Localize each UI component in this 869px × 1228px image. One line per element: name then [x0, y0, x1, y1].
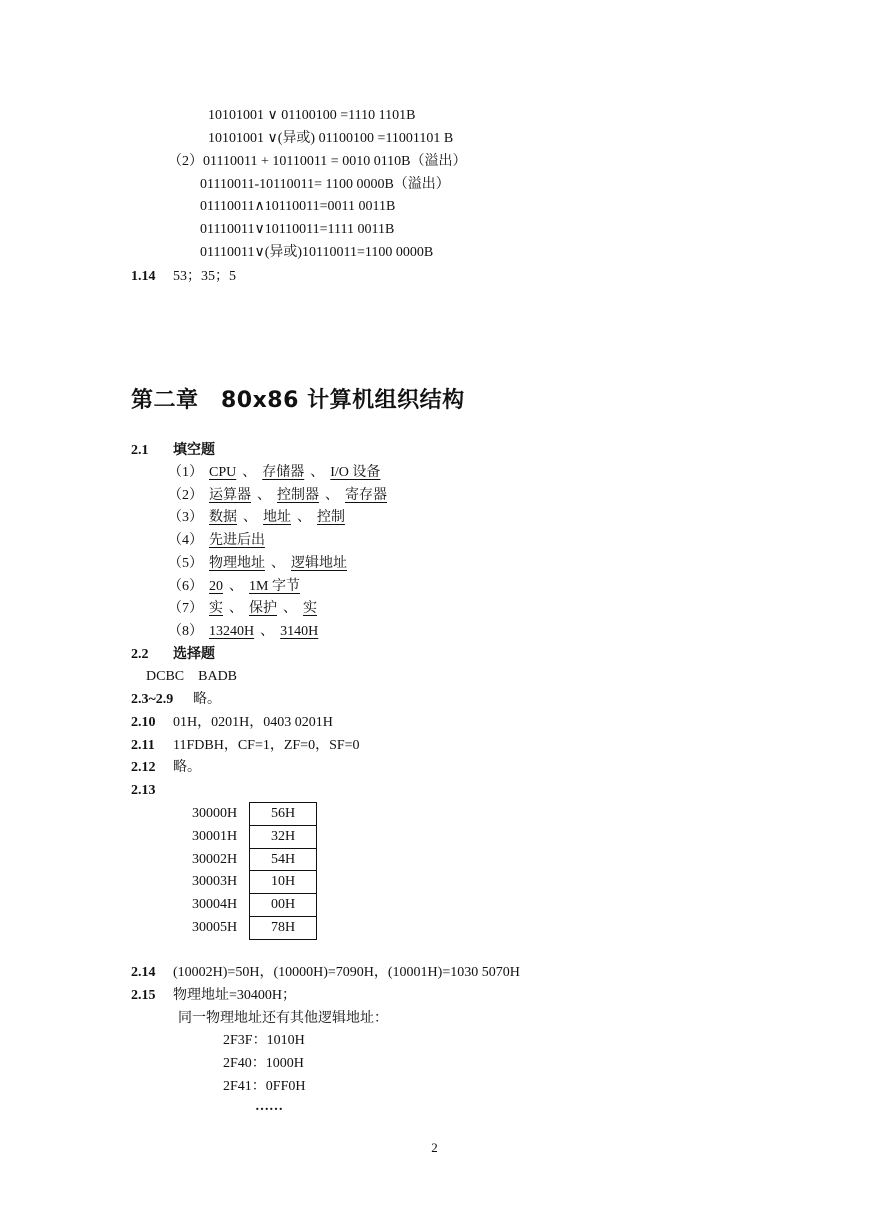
question-2-2-heading [131, 646, 215, 664]
fill-blank-index: （1） [168, 465, 203, 480]
separator: 、 [283, 601, 297, 617]
fill-blank-answer: 3140H [280, 623, 319, 639]
question-title: 填空题 [173, 443, 215, 458]
ellipsis: …… [255, 1099, 283, 1114]
fill-blank-answer: 保护 [249, 601, 277, 617]
calc-line-6: 01110011∨10110011=1111 0011B [200, 222, 395, 237]
memory-value-cell: 56H [250, 803, 316, 826]
fill-blank-answer: 逻辑地址 [291, 555, 347, 571]
fill-blank-answer: 20 [209, 578, 223, 594]
separator: 、 [229, 601, 243, 617]
question-number: 2.1 [131, 443, 149, 458]
answer-text: 略。 [193, 692, 221, 707]
fill-blank-answer: 地址 [263, 510, 291, 526]
separator: 、 [242, 465, 257, 480]
question-2-11 [131, 737, 360, 755]
question-2-1-heading [131, 442, 215, 460]
calc-line-2: 10101001 ∨(异或) 01100100 =11001101 B [208, 131, 454, 146]
fill-blank-answer: 13240H [209, 623, 255, 639]
memory-value-cell: 78H [270, 919, 296, 935]
fill-blank-index: （8） [168, 623, 203, 639]
fill-blank-index: （5） [168, 555, 203, 571]
fill-blank-answer: 控制器 [277, 487, 319, 503]
question-number: 2.15 [131, 988, 156, 1003]
fill-blank-index: （6） [168, 578, 203, 594]
question-2-10 [131, 714, 333, 732]
memory-address: 30001H [192, 828, 238, 844]
fill-blank-item [168, 487, 393, 505]
memory-address: 30005H [192, 920, 238, 935]
answer-text: 01H，0201H，0403 0201H [173, 715, 333, 730]
memory-address: 30004H [192, 897, 238, 913]
calc-line-4: 01110011-10110011= 1100 0000B（溢出） [200, 177, 450, 192]
separator: 、 [271, 555, 285, 571]
answer-text: 略。 [173, 760, 201, 775]
question-1-14 [131, 268, 236, 286]
fill-blank-index: （4） [168, 533, 203, 549]
memory-address: 30003H [192, 874, 238, 890]
question-title: 选择题 [173, 647, 215, 662]
fill-blank-answer: 实 [209, 601, 223, 617]
fill-blank-answer: 存储器 [262, 465, 305, 480]
memory-value-cell: 54H [250, 849, 316, 872]
fill-blank-item [168, 623, 324, 641]
question-number: 2.2 [131, 647, 149, 662]
question-number: 2.3~2.9 [131, 692, 174, 707]
answer-text: 53；35；5 [173, 269, 236, 284]
separator: 、 [243, 510, 257, 526]
question-number: 2.14 [131, 965, 156, 980]
separator: 、 [325, 487, 339, 503]
fill-blank-answer: I/O 设备 [330, 465, 381, 480]
separator: 、 [297, 510, 311, 526]
memory-address: 30002H [192, 851, 238, 867]
answer-text: 物理地址=30400H； [173, 988, 297, 1003]
memory-value-cell: 10H [250, 871, 316, 894]
fill-blank-answer: 运算器 [209, 487, 251, 503]
choice-answers: DCBC BADB [146, 669, 238, 684]
question-2-3-2-9 [131, 691, 221, 709]
answer-text: 11FDBH，CF=1，ZF=0，SF=0 [173, 738, 360, 753]
logical-address-1: 2F3F：1010H [223, 1033, 305, 1048]
question-2-15 [131, 987, 296, 1005]
fill-blank-item [168, 578, 306, 596]
other-logical-addresses-label: 同一物理地址还有其他逻辑地址： [178, 1011, 388, 1026]
fill-blank-item [168, 532, 271, 550]
memory-table [249, 802, 317, 940]
fill-blank-index: （7） [168, 601, 203, 617]
fill-blank-item [168, 464, 386, 482]
logical-address-3: 2F41：0FF0H [223, 1079, 306, 1094]
separator: 、 [257, 487, 271, 503]
calc-line-3: （2）01110011 + 10110011 = 0010 0110B（溢出） [168, 154, 467, 169]
memory-value-cell: 00H [250, 894, 316, 917]
fill-blank-answer: 1M 字节 [249, 578, 300, 594]
fill-blank-answer: CPU [209, 465, 237, 480]
separator: 、 [260, 623, 275, 639]
calc-line-7: 01110011∨(异或)10110011=1100 0000B [200, 245, 434, 260]
fill-blank-answer: 物理地址 [209, 555, 265, 571]
chapter-title: 第二章 80x86 计算机组织结构 [131, 388, 465, 413]
logical-address-2: 2F40：1000H [223, 1056, 304, 1071]
calc-line-5: 01110011∧10110011=0011 0011B [200, 199, 396, 214]
fill-blank-answer: 控制 [317, 510, 345, 526]
fill-blank-answer: 数据 [209, 510, 237, 526]
question-number: 1.14 [131, 269, 156, 284]
question-2-14 [131, 964, 520, 982]
question-2-12 [131, 759, 201, 777]
fill-blank-index: （3） [168, 510, 203, 526]
memory-value-cell: 32H [250, 826, 316, 849]
separator: 、 [229, 578, 243, 594]
fill-blank-item [168, 600, 323, 618]
question-number: 2.10 [131, 715, 156, 730]
fill-blank-index: （2） [168, 487, 203, 503]
page-number: 2 [431, 1140, 438, 1155]
fill-blank-answer: 实 [303, 601, 317, 617]
fill-blank-answer: 先进后出 [209, 533, 265, 549]
question-2-13-number: 2.13 [131, 783, 156, 798]
fill-blank-item [168, 509, 351, 527]
calc-line-1: 10101001 ∨ 01100100 =1110 1101B [208, 108, 416, 123]
separator: 、 [310, 465, 325, 480]
fill-blank-item [168, 555, 353, 573]
question-number: 2.11 [131, 738, 155, 753]
answer-text: (10002H)=50H，(10000H)=7090H，(10001H)=1030 5070H [173, 965, 520, 980]
memory-address: 30000H [192, 806, 238, 821]
fill-blank-answer: 寄存器 [345, 487, 387, 503]
question-number: 2.12 [131, 760, 156, 775]
